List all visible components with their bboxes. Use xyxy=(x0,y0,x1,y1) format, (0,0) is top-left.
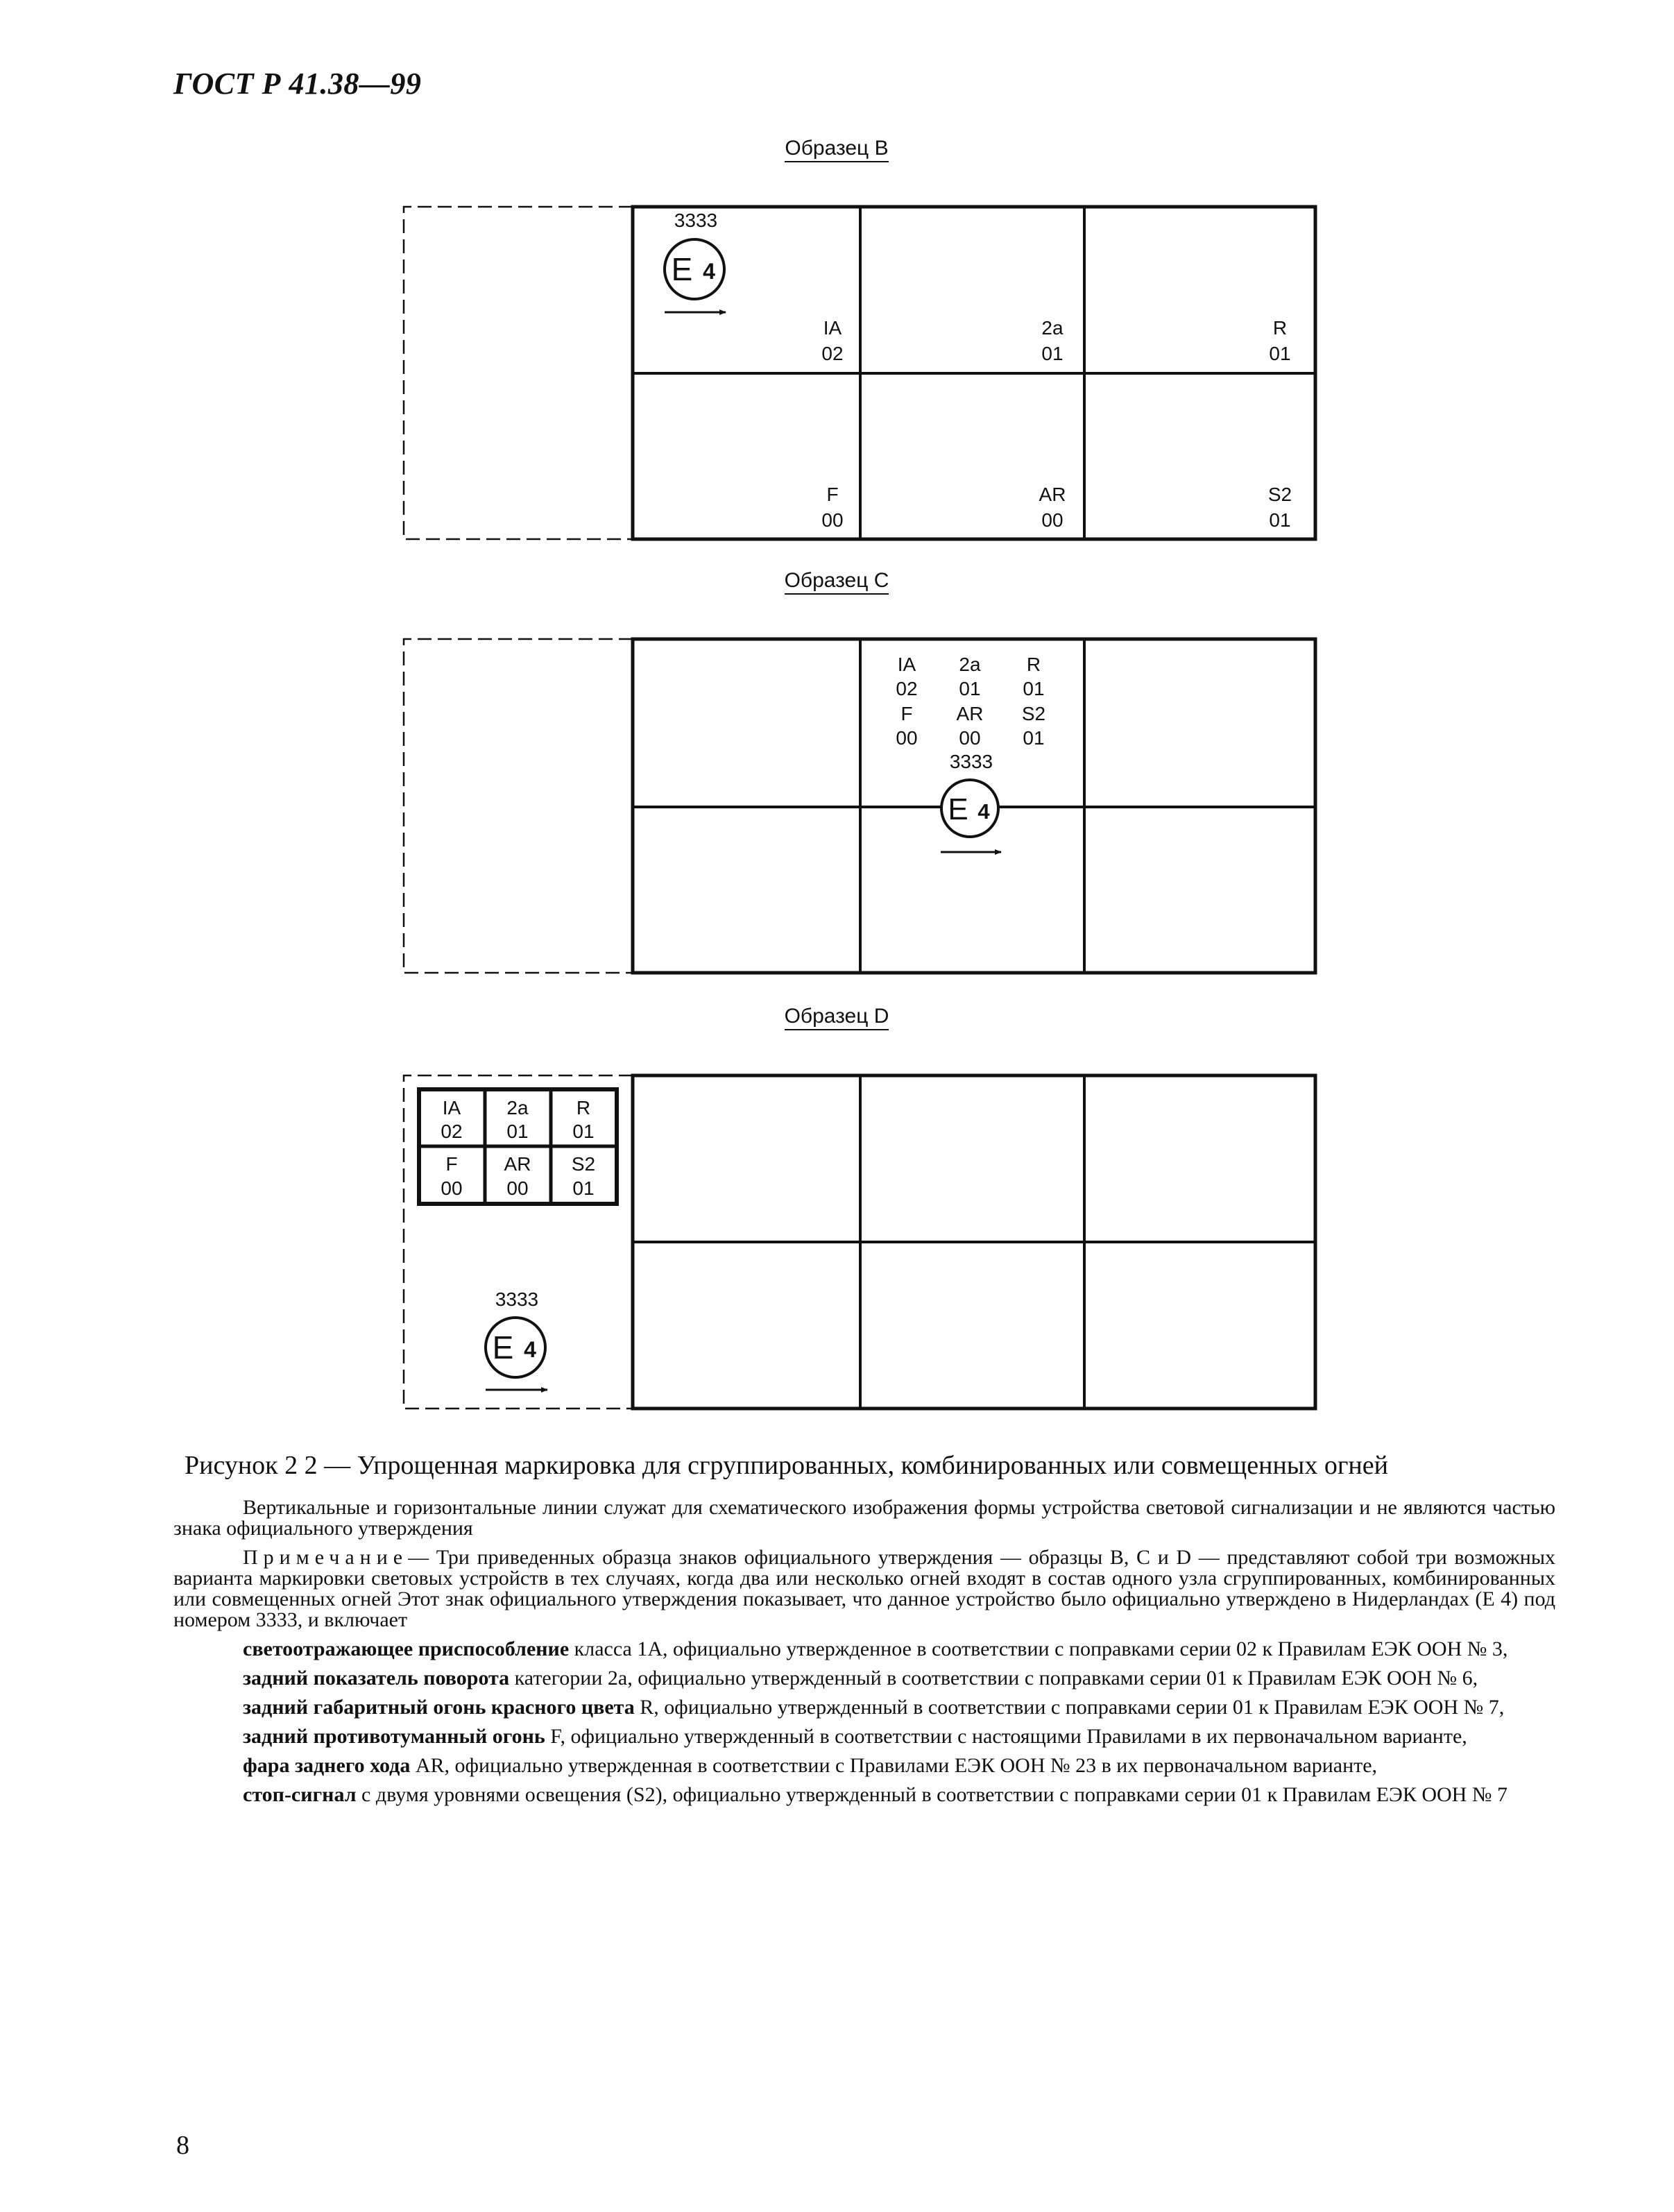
item-term: светоотражающее приспособление xyxy=(243,1637,570,1660)
item-text: R, официально утвержденный в соответствии с поправками серии 01 к Правилам ЕЭК ООН № 7, xyxy=(640,1696,1505,1719)
block-cell: 01 xyxy=(959,678,981,699)
cell-code: R xyxy=(1272,317,1288,339)
sample-b-e-mark-icon xyxy=(665,239,724,299)
list-item xyxy=(173,1639,1555,1660)
table-series: 01 xyxy=(506,1121,529,1142)
svg-text:E: E xyxy=(492,1329,514,1366)
cell-series: 00 xyxy=(1041,509,1064,531)
note-paragraph xyxy=(173,1547,1555,1631)
block-cell: AR xyxy=(956,703,984,724)
cell-code: AR xyxy=(1039,484,1066,505)
block-cell: S2 xyxy=(1021,703,1046,724)
sample-c-title-text: Образец C xyxy=(785,569,889,595)
cell-code: S2 xyxy=(1267,484,1292,505)
sample-b-approval-number: 3333 xyxy=(674,210,718,231)
cell-series: 00 xyxy=(821,509,844,531)
list-item xyxy=(173,1726,1555,1747)
note-text: — Три приведенных образца знаков официального утверждения — образцы B, C и D — представляют собой три возможных варианта маркировки световых устройств в тех случаях, когда два или несколько огней входят в состав одного узла сгруппированных, комбинированных или совмещенных огней Этот знак официального утверждения показывает, что данное устройство было официально утверждено в Нидерландах (E 4) под номером 3333, и включает xyxy=(173,1546,1555,1631)
sample-c-diagram xyxy=(404,639,1315,973)
item-text: категории 2a, официально утвержденный в соответствии с поправками серии 01 к Правилам ЕЭК ООН № 6, xyxy=(514,1667,1478,1690)
cell-series: 02 xyxy=(821,343,844,364)
block-cell: IA xyxy=(897,654,916,675)
cell-code: 2a xyxy=(1041,317,1064,339)
cell-series: 01 xyxy=(1041,343,1064,364)
cell-code: F xyxy=(826,484,839,505)
item-term: задний габаритный огонь красного цвета xyxy=(243,1696,635,1719)
table-series: 00 xyxy=(441,1177,463,1199)
item-term: стоп-сигнал xyxy=(243,1783,357,1806)
svg-text:E: E xyxy=(671,251,693,287)
list-item xyxy=(173,1785,1555,1805)
table-code: F xyxy=(445,1153,458,1175)
paragraph-lines-explanation: Вертикальные и горизонтальные линии служат для схематического изображения формы устройства световой сигнализации и не являются частью знака официального утверждения xyxy=(173,1496,1555,1540)
item-text: F, официально утвержденный в соответствии с настоящими Правилами в их первоначальном варианте, xyxy=(550,1725,1467,1748)
table-code: R xyxy=(576,1097,591,1118)
block-cell: R xyxy=(1026,654,1041,675)
block-cell: 2a xyxy=(959,654,981,675)
svg-text:4: 4 xyxy=(703,259,715,284)
sample-c-dashed-outline xyxy=(404,639,633,973)
body-text xyxy=(173,1497,1555,1814)
cell-series: 01 xyxy=(1269,343,1291,364)
svg-text:E: E xyxy=(948,792,968,826)
item-text: класса 1A, официально утвержденное в соответствии с поправками серии 02 к Правилам ЕЭК ООН № 3, xyxy=(574,1637,1508,1660)
block-cell: 02 xyxy=(896,678,918,699)
table-series: 02 xyxy=(441,1121,463,1142)
cell-series: 01 xyxy=(1269,509,1291,531)
sample-d-approval-number: 3333 xyxy=(495,1288,539,1310)
sample-b-diagram xyxy=(404,207,1315,539)
svg-text:4: 4 xyxy=(977,799,990,824)
sample-b-dashed-outline xyxy=(404,207,633,539)
table-code: 2a xyxy=(506,1097,529,1118)
list-item xyxy=(173,1755,1555,1776)
item-text: AR, официально утвержденная в соответствии с Правилами ЕЭК ООН № 23 в их первоначальном варианте, xyxy=(415,1754,1378,1777)
document-header: ГОСТ Р 41.38—99 xyxy=(173,67,422,101)
sample-b-title-text: Образец B xyxy=(785,137,888,162)
note-label: Примечание xyxy=(243,1546,409,1569)
block-cell: 01 xyxy=(1023,678,1045,699)
table-series: 00 xyxy=(506,1177,529,1199)
sample-d-diagram xyxy=(404,1075,1315,1409)
sample-d-e-mark-icon xyxy=(486,1318,545,1377)
item-term: фара заднего хода xyxy=(243,1754,411,1777)
block-cell: F xyxy=(900,703,913,724)
table-series: 01 xyxy=(572,1121,595,1142)
list-item xyxy=(173,1668,1555,1689)
table-code: S2 xyxy=(571,1153,596,1175)
block-cell: 01 xyxy=(1023,727,1045,749)
table-code: IA xyxy=(442,1097,461,1118)
table-code: AR xyxy=(504,1153,531,1175)
item-text: с двумя уровнями освещения (S2), официально утвержденный в соответствии с поправками серии 01 к Правилам ЕЭК ООН № 7 xyxy=(361,1783,1508,1806)
svg-text:4: 4 xyxy=(524,1337,536,1362)
item-term: задний противотуманный огонь xyxy=(243,1725,545,1748)
list-item xyxy=(173,1697,1555,1718)
item-term: задний показатель поворота xyxy=(243,1667,510,1690)
sample-c-approval-number: 3333 xyxy=(949,751,993,772)
sample-d-title-text: Образец D xyxy=(785,1005,889,1030)
sample-d-marking-table xyxy=(419,1089,617,1204)
block-cell: 00 xyxy=(896,727,918,749)
cell-code: IA xyxy=(823,317,842,339)
block-cell: 00 xyxy=(959,727,981,749)
sample-c-e-mark-icon xyxy=(941,780,998,837)
figure-caption: Рисунок 2 2 — Упрощенная маркировка для сгруппированных, комбинированных или совмещенных огней xyxy=(185,1451,1388,1480)
table-series: 01 xyxy=(572,1177,595,1199)
page-number: 8 xyxy=(176,2131,189,2160)
